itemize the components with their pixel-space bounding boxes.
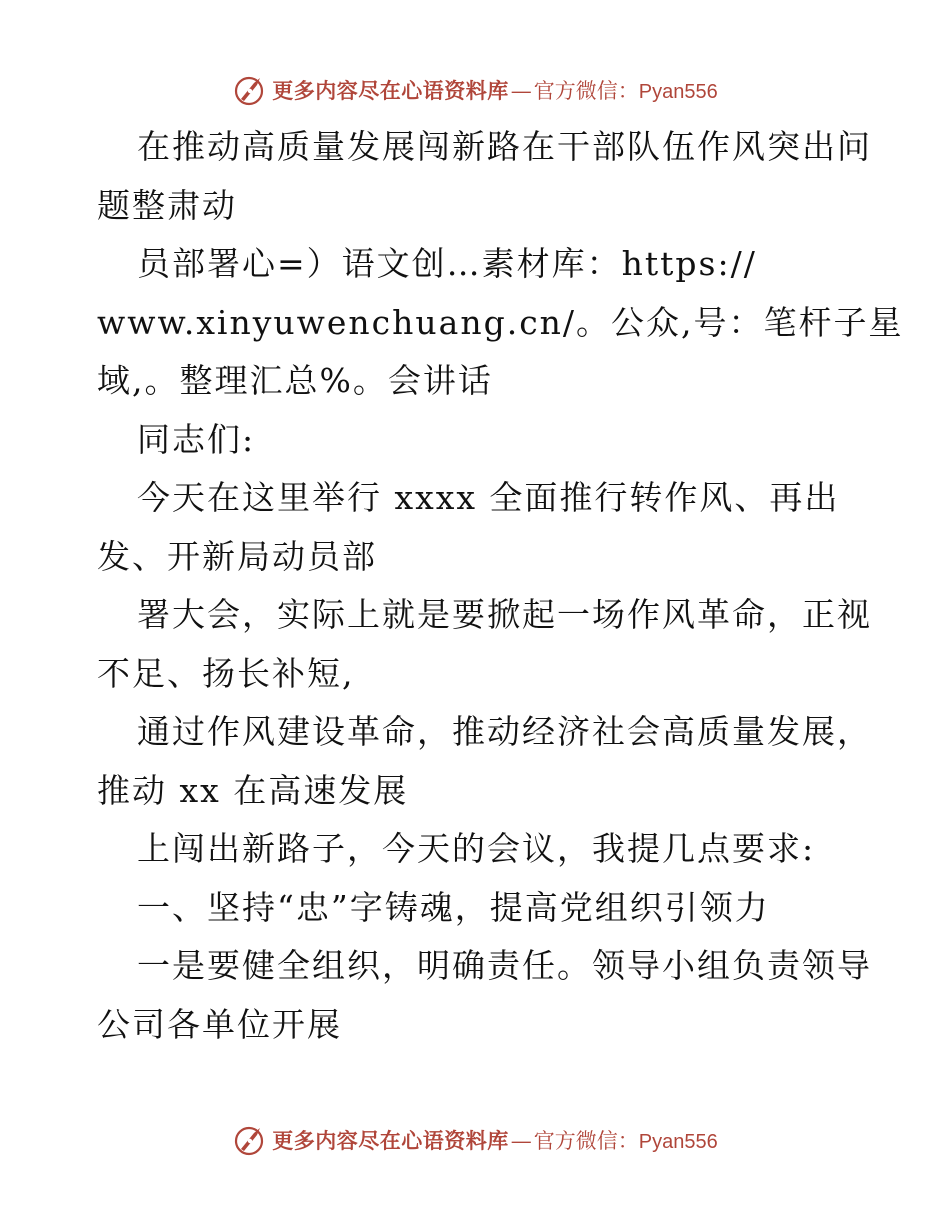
paragraph-line: 一是要健全组织，明确责任。领导小组负责领导 (137, 946, 872, 985)
paragraph-line: 不足、扬长补短, (97, 653, 355, 693)
section-heading: 一、坚持“忠”字铸魂，提高党组织引领力 (137, 887, 770, 927)
watermark-brand: 更多内容尽在心语资料库 (272, 78, 509, 103)
source-line-2: www.xinyuwenchuang.cn/。公众,号：笔杆子星 (97, 302, 904, 342)
watermark-wechat-label: 官方微信： (533, 79, 639, 103)
pen-nib-logo-icon (232, 72, 268, 108)
watermark-wechat-label: 官方微信： (533, 1129, 639, 1153)
paragraph-line: 今天在这里举行 xxxx 全面推行转作风、再出 (137, 478, 840, 517)
watermark-text (272, 1125, 717, 1155)
pen-nib-logo-icon (232, 1122, 268, 1158)
source-line-3: 域,。整理汇总%。会讲话 (97, 361, 493, 400)
paragraph-line: 通过作风建设革命，推动经济社会高质量发展， (137, 712, 872, 751)
salutation: 同志们: (137, 419, 256, 459)
watermark-wechat-id: Pyan556 (638, 81, 718, 103)
document-body (97, 118, 904, 1054)
watermark-wechat-id: Pyan556 (638, 1131, 718, 1153)
watermark-brand: 更多内容尽在心语资料库 (272, 1128, 509, 1153)
title-line-2: 题整肃动 (97, 185, 237, 225)
watermark-dash: — (510, 79, 532, 103)
paragraph-line: 公司各单位开展 (97, 1004, 342, 1044)
title-line-1: 在推动高质量发展闯新路在干部队伍作风突出问 (137, 127, 872, 166)
header-watermark-banner (0, 70, 950, 110)
paragraph-line: 推动 xx 在高速发展 (97, 770, 409, 810)
source-line-1: 员部署心=）语文创…素材库：https:// (137, 244, 757, 283)
footer-watermark-banner (0, 1120, 950, 1160)
paragraph-line: 发、开新局动员部 (97, 536, 377, 576)
watermark-dash: — (510, 1129, 532, 1153)
paragraph-line: 署大会，实际上就是要掀起一场作风革命，正视 (137, 595, 872, 634)
paragraph-line: 上闯出新路子，今天的会议，我提几点要求: (137, 829, 816, 868)
watermark-text (272, 75, 717, 105)
